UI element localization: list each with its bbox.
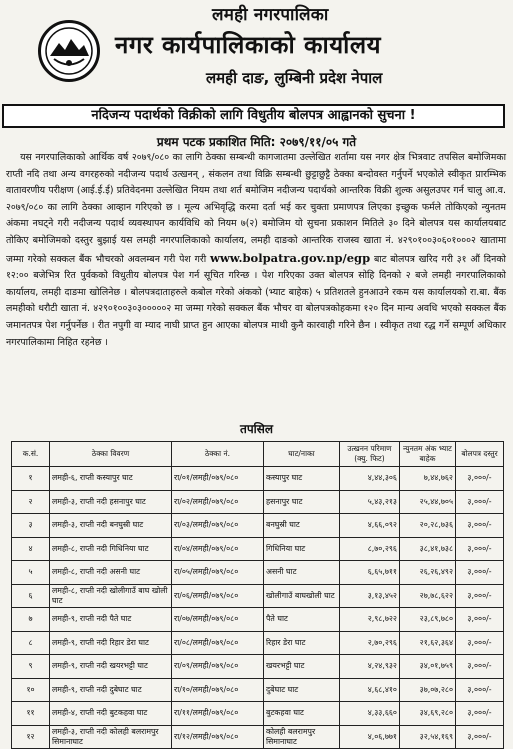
cell-ghat: खोलीगाउँ बाघखोली घाट [264,584,340,608]
cell-contract-description: लमही-३, राप्ती नदी बनघुस्री घाट [50,514,172,538]
table-row [12,537,504,561]
table-header-row [12,442,504,467]
header-minimum-amount: न्युनतम अंक भ्याट बाहेक [400,442,456,467]
cell-contract-number: रा/०६/लमही/०७९/०८० [172,584,264,608]
cell-contract-description: लमही-९, राप्ती नदी खयरभट्टी घाट [50,655,172,679]
cell-bid-fee: ३,०००/- [456,631,504,655]
cell-minimum-amount: ३४,६९,२८० [400,702,456,726]
body-text-part-2: बाट बोलपत्र खरिद गरी ३१ औं दिनको १२:०० बजेभित्र रित पुर्वकको विधुतीय बोलपत्र पेश गर्न सूचित गरिन्छ । पेश गरिएका उक्त बोलपत्र सोहि दिनको २ बजे लमही नगरपालिकाको कार्यालय, लमही दाङमा खोलिनेछ । बोलपत्रदाताहरुले कबोल गरेको अंकको (भ्याट बाहेक) ५ प्रतिशतले हुनआउने रकम यस कार्यालयको रा.बा. बैंक लमहीको धरौटी खाता नं. ४२९०१००३०३०००००२ मा जम्मा गरेको सक्कल बैंक भौचर वा बोलपत्रकोहकमा १२० दिन मान्य अवधि भएको सक्कल बैंक जमानतपत्र पेश गर्नुपर्नेछ । रीत नपुगी वा म्याद नाघी प्राप्त हुन आएका बोलपत्र माथी कुनै कारवाही गरिने छैन । स्वीकृत तथा रद्ध गर्ने सम्पूर्ण अधिकार नगरपालिकामा निहित रहनेछ । [6,253,506,348]
cell-ghat: कस्यापुर घाट [264,467,340,491]
cell-quantity: ८,७०,२९६ [340,537,400,561]
body-text-part-1: यस नगरपालिकाको आर्थिक वर्ष २०७९/०८० का लागि ठेक्का सम्बन्धी कागजातमा उल्लेखित शर्तामा यस नगर क्षेत्र भित्रवाट तपसिल बमोजिमका राप्ती नदि तथा अन्य वगरहरुको नदीजन्य पदार्थ उत्खनन् , संकलन तथा विक्रि सम्बन्धी छुट्टाछुट्टै ठेक्का बन्दोवस्त गर्नुपर्ने भएकोले स्वीकृत प्रारम्भिक वातावरणीय परीक्षण (आई.ई.ई) प्रतिवेदनमा उल्लेखित नियम तथा शर्त बमोजिम नदीजन्य पदार्थको आन्तरिक विक्री शुल्क असुलउपर गर्न चालु आ.व. २०७९/०८० का लागि ठेक्का आव्हान गरिएको छ । मूल्य अभिवृद्धि करमा दर्ता भई कर चुक्ता प्रमाणपत्र लिएका इच्छुक फर्मले तोकिएको न्युनतम अंकमा नघट्ने गरी नदीजन्य पदार्थ व्यवस्थापन कार्यविधि को नियम ७(२) बमोजिम यो सुचना प्रकाशन मितिले ३० दिने बोलपत्र यस कार्यालयबाट तोकिए बमोजिमको दस्तुर बुझाई यस लमही नगरपालिकाको कार्यालय, लमही दाङको आन्तरिक राजस्व खाता नं. ४२९०१००३०६०१०००२ खातामा जम्मा गरेको सक्कल बैंक भौचरको अवलम्बन गरी पेश गरी [6,152,506,265]
cell-quantity: ६,६५,७११ [340,561,400,585]
office-address: लमही दाङ, लुम्बिनी प्रदेश नेपाल [206,69,383,87]
cell-ghat: असनी घाट [264,561,340,585]
cell-sn: ८ [12,631,50,655]
header-contract-number: ठेक्का नं. [172,442,264,467]
bolpatra-link[interactable]: www.bolpatra.gov.np/egp [209,250,371,265]
cell-contract-description: लमही-३, राप्ती नदी हसनापुर घाट [50,490,172,514]
table-row [12,490,504,514]
table-row [12,608,504,632]
cell-ghat: दुबेघाट घाट [264,678,340,702]
cell-sn: ४ [12,537,50,561]
cell-contract-description: लमही-४, राप्ती नदी बुटकहवा घाट [50,702,172,726]
cell-sn: ५ [12,561,50,585]
notice-body [6,150,506,351]
cell-contract-description: लमही-३, राप्ती नदी कोलही बलरामपुर सिमानाघाट [50,725,172,749]
cell-sn: ११ [12,702,50,726]
cell-contract-number: रा/०९/लमही/०७९/०८० [172,655,264,679]
cell-bid-fee: ३,०००/- [456,584,504,608]
cell-bid-fee: ३,०००/- [456,537,504,561]
cell-bid-fee: ३,०००/- [456,725,504,749]
cell-bid-fee: ३,०००/- [456,678,504,702]
municipality-name: लमही नगरपालिका [212,5,329,25]
cell-quantity: ४,६८,४१० [340,678,400,702]
cell-bid-fee: ३,०००/- [456,655,504,679]
cell-contract-number: रा/१०/लमही/०७९/०८० [172,678,264,702]
cell-quantity: २,७०,२९६ [340,631,400,655]
cell-ghat: हसनापुर घाट [264,490,340,514]
cell-quantity: ४,२४,९३२ [340,655,400,679]
table-row [12,584,504,608]
cell-sn: १० [12,678,50,702]
cell-bid-fee: ३,०००/- [456,514,504,538]
header-sn: क.सं. [12,442,50,467]
cell-minimum-amount: ३२,५४,१६९ [400,725,456,749]
cell-sn: ९ [12,655,50,679]
header-ghat: घाट/नाका [264,442,340,467]
cell-quantity: ४,४४,३०६ [340,467,400,491]
header-bid-fee: बोलपत्र दस्तुर [456,442,504,467]
table-row [12,514,504,538]
table-row [12,725,504,749]
cell-minimum-amount: २१,६२,३६४ [400,631,456,655]
contract-schedule-table [11,441,504,749]
cell-contract-description: लमही-६, राप्ती कस्यापुर घाट [50,467,172,491]
cell-contract-number: रा/०१/लमही/०७९/०८० [172,467,264,491]
cell-sn: २ [12,490,50,514]
header-quantity: उत्खनन परिमाण (क्यु. फिट) [340,442,400,467]
cell-quantity: ३,१३,४५२ [340,584,400,608]
cell-ghat: कोलही बलरामपुर सिमानाघाट [264,725,340,749]
cell-minimum-amount: २३,८९,७८० [400,608,456,632]
cell-minimum-amount: २७,७८,६२२ [400,584,456,608]
header-contract-description: ठेक्का विवरण [50,442,172,467]
table-row [12,561,504,585]
cell-contract-number: रा/०२/लमही/०७९/०८० [172,490,264,514]
schedule-heading: तपसिल [239,422,273,436]
cell-contract-number: रा/०३/लमही/०७९/०८० [172,514,264,538]
cell-bid-fee: ३,०००/- [456,490,504,514]
cell-minimum-amount: २५,४४,७०५ [400,490,456,514]
cell-quantity: ५,४३,२१३ [340,490,400,514]
emblem-icon [38,20,100,82]
cell-ghat: गिधिनिया घाट [264,537,340,561]
cell-contract-number: रा/०८/लमही/०७९/०८० [172,631,264,655]
cell-contract-number: रा/०५/लमही/०७९/०८० [172,561,264,585]
cell-contract-description: लमही-८, राप्ती नदी गिधिनिया घाट [50,537,172,561]
cell-quantity: २,९८,७२२ [340,608,400,632]
cell-contract-number: रा/११/लमही/०७९/०८० [172,702,264,726]
cell-contract-number: रा/१२/लमही/०७९/०८० [172,725,264,749]
cell-sn: ३ [12,514,50,538]
table-row [12,631,504,655]
office-title: नगर कार्यपालिकाको कार्यालय [115,31,382,59]
cell-ghat: बनघुस्री घाट [264,514,340,538]
cell-sn: ७ [12,608,50,632]
table-row [12,702,504,726]
cell-bid-fee: ३,०००/- [456,702,504,726]
cell-contract-description: लमही-८, राप्ती नदी खोलीगाउँ बाघ खोली घाट [50,584,172,608]
cell-minimum-amount: ७,४४,७६२ [400,467,456,491]
table-row [12,467,504,491]
cell-minimum-amount: ३७,०७,२८० [400,678,456,702]
cell-ghat: बुटकहवा घाट [264,702,340,726]
cell-sn: १ [12,467,50,491]
publication-date: प्रथम पटक प्रकाशित मिति: २०७९/११/०५ गते [156,135,357,149]
cell-contract-description: लमही-९, राप्ती नदी पैते घाट [50,608,172,632]
cell-contract-description: लमही-९, राप्ती नदी दुबेघाट घाट [50,678,172,702]
cell-quantity: ४,३३,६६० [340,702,400,726]
cell-bid-fee: ३,०००/- [456,467,504,491]
cell-ghat: पैते घाट [264,608,340,632]
cell-contract-number: रा/०७/लमही/०७९/०८० [172,608,264,632]
notice-title: नदिजन्य पदार्थको विक्रीको लागि विधुतीय बोलपत्र आह्वानको सुचना ! [2,104,505,128]
cell-contract-number: रा/०४/लमही/०७९/०८० [172,537,264,561]
cell-minimum-amount: ३४,०१,७५९ [400,655,456,679]
table-row [12,655,504,679]
cell-sn: १२ [12,725,50,749]
cell-ghat: खयरभट्टी घाट [264,655,340,679]
cell-bid-fee: ३,०००/- [456,561,504,585]
cell-sn: ६ [12,584,50,608]
cell-bid-fee: ३,०००/- [456,608,504,632]
cell-minimum-amount: २०,२८,७३६ [400,514,456,538]
table-row [12,678,504,702]
cell-quantity: ४,६६,०९२ [340,514,400,538]
cell-contract-description: लमही-८, राप्ती नदी असनी घाट [50,561,172,585]
cell-contract-description: लमही-९, राप्ती नदी रिहार डेरा घाट [50,631,172,655]
cell-minimum-amount: २६,२६,४९२ [400,561,456,585]
cell-ghat: रिहार डेरा घाट [264,631,340,655]
cell-minimum-amount: ३८,४१,७३८ [400,537,456,561]
cell-quantity: ४,०६,७७१ [340,725,400,749]
